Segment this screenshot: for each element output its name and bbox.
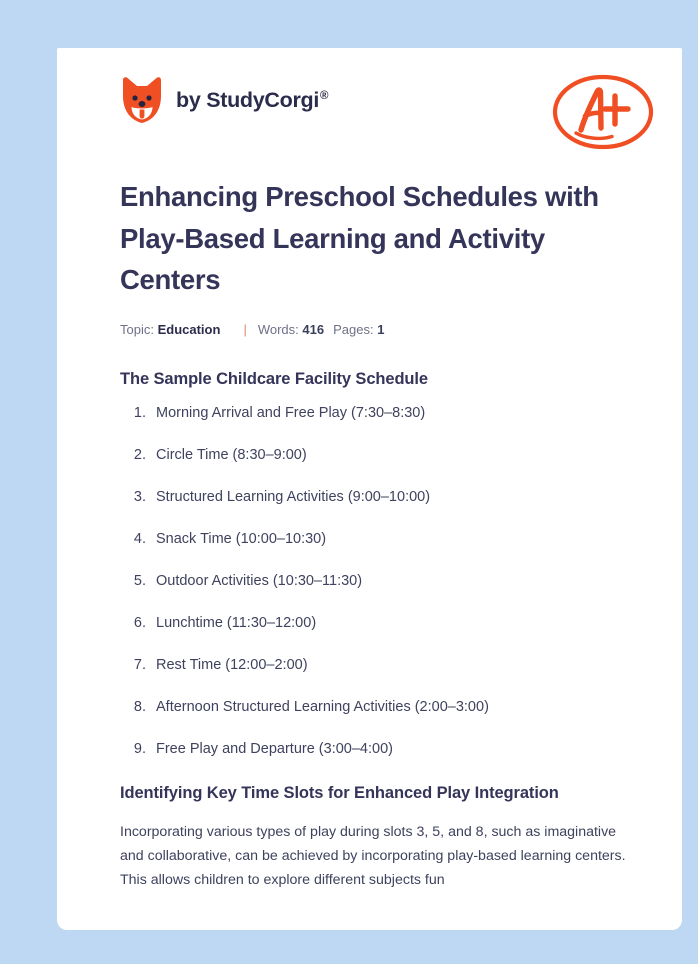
list-item: 4. Snack Time (10:00–10:30): [150, 529, 625, 549]
list-item: 1. Morning Arrival and Free Play (7:30–8:30): [150, 403, 625, 423]
meta-words: [258, 322, 324, 337]
section-paragraph: Incorporating various types of play during slots 3, 5, and 8, such as imaginative and collaborative, can be achieved by incorporating play-based learning centers. This allows children to explore different subjects fun: [120, 824, 626, 889]
registered-mark-icon: ®: [320, 90, 329, 103]
list-item: 6. Lunchtime (11:30–12:00): [150, 613, 625, 633]
list-item: 5. Outdoor Activities (10:30–11:30): [150, 571, 625, 591]
list-item: 2. Circle Time (8:30–9:00): [150, 445, 625, 465]
meta-words-label: Words:: [257, 321, 299, 337]
list-item: 7. Rest Time (12:00–2:00): [150, 655, 625, 675]
document-header: [120, 70, 657, 154]
document-content: [120, 176, 625, 892]
document-meta: [120, 322, 625, 339]
brand-wordmark: [176, 90, 328, 112]
page-title: Enhancing Preschool Schedules with Play-Based Learning and Activity Centers: [120, 181, 599, 295]
meta-separator: |: [243, 321, 247, 337]
section-heading-schedule: The Sample Childcare Facility Schedule: [120, 370, 428, 389]
list-item: 3. Structured Learning Activities (9:00–10:00): [150, 487, 625, 507]
meta-topic-value[interactable]: Education: [157, 321, 221, 337]
meta-pages: [333, 322, 384, 337]
schedule-list: [120, 403, 625, 759]
meta-topic: [120, 322, 220, 337]
meta-words-value: 416: [302, 321, 325, 337]
list-item: 9. Free Play and Departure (3:00–4:00): [150, 739, 625, 759]
meta-topic-label: Topic:: [120, 321, 154, 337]
meta-pages-value: 1: [377, 321, 385, 337]
brand-prefix: by: [176, 88, 201, 113]
list-item: 8. Afternoon Structured Learning Activities (2:00–3:00): [150, 697, 625, 717]
corgi-face-icon: [120, 76, 164, 126]
meta-pages-label: Pages:: [333, 321, 374, 337]
a-plus-circle-icon: [549, 70, 657, 154]
section-heading-time-slots: Identifying Key Time Slots for Enhanced Play Integration: [120, 784, 559, 803]
brand-name: StudyCorgi: [206, 88, 320, 113]
studycorgi-brand[interactable]: [120, 76, 328, 126]
document-page: [57, 48, 682, 930]
a-plus-grade-badge: [549, 70, 657, 154]
